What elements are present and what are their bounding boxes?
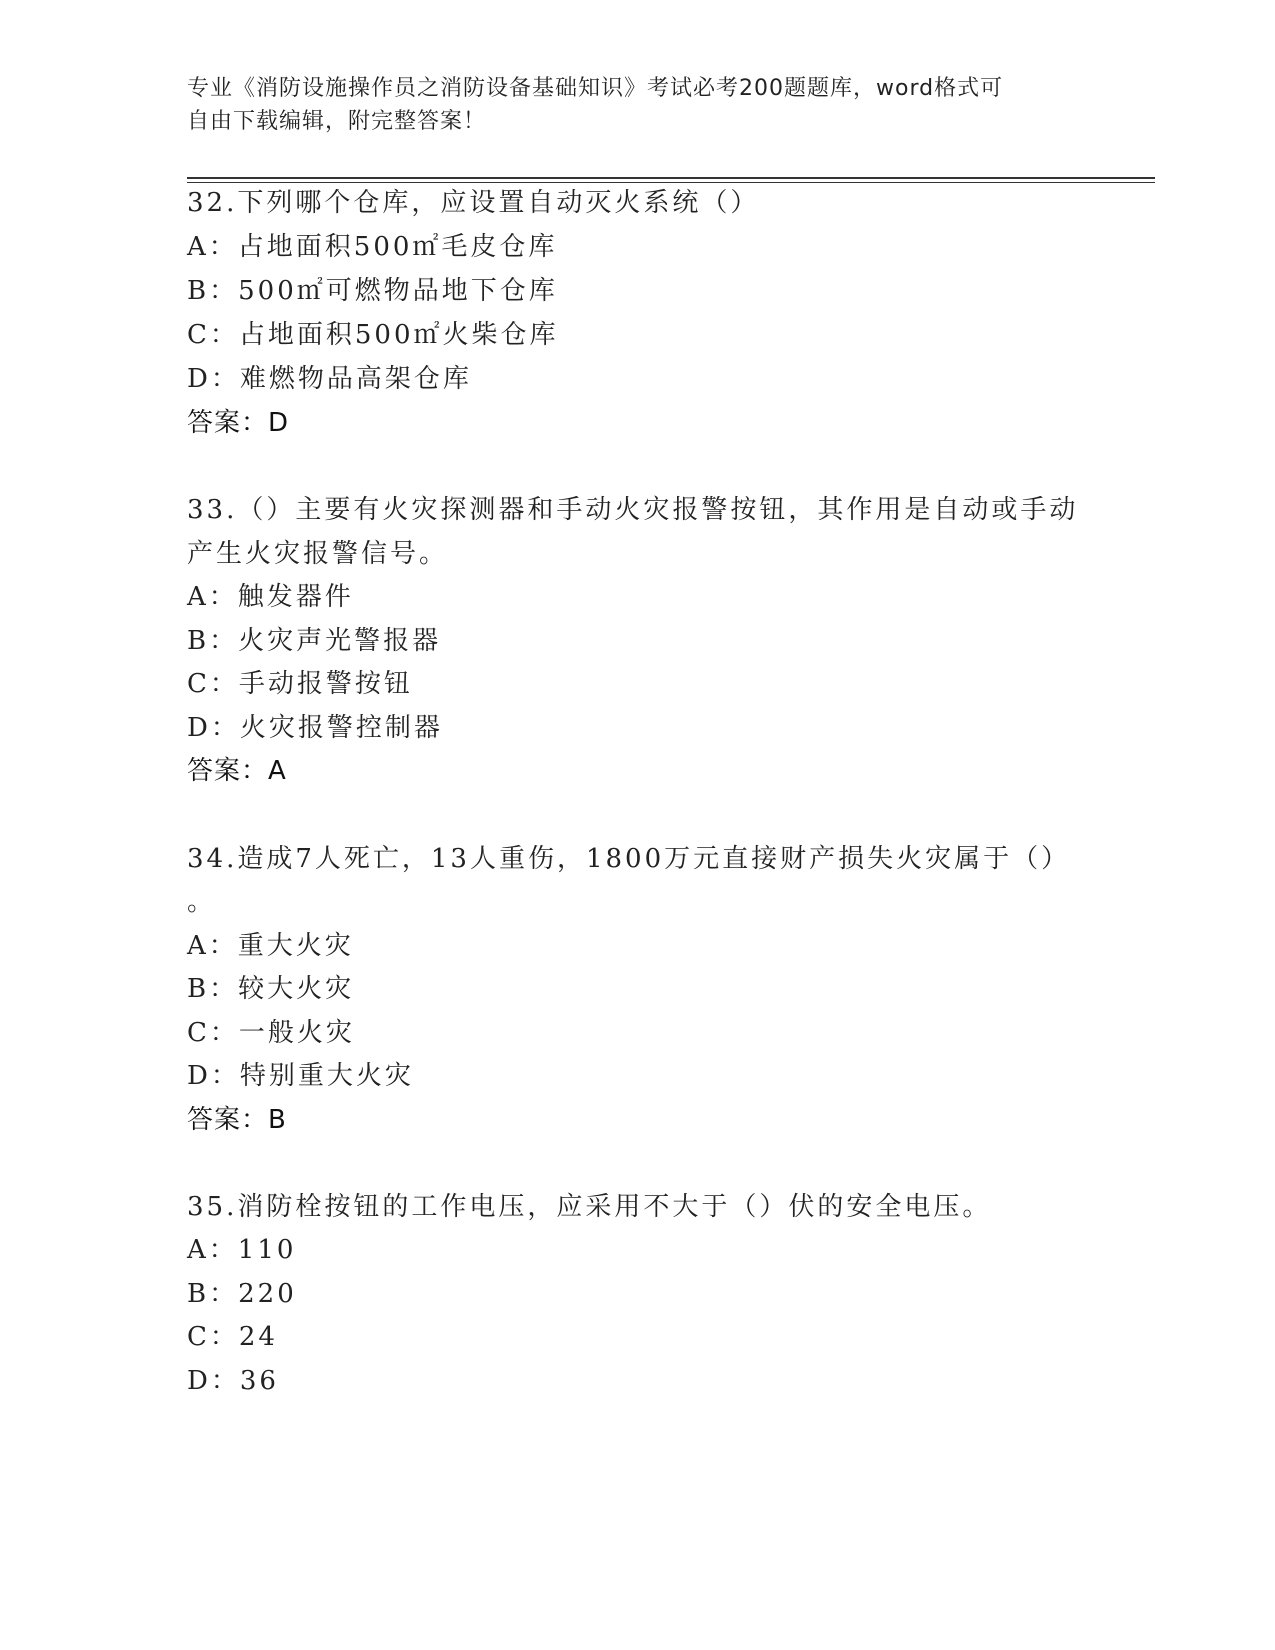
question-35-stem: 35.消防栓按钮的工作电压，应采用不大于（）伏的安全电压。 [187, 1192, 992, 1222]
question-33-option-c: C：手动报警按钮 [187, 669, 413, 699]
header-line-1: 专业《消防设施操作员之消防设备基础知识》考试必考200题题库，word格式可 [187, 76, 1004, 101]
header-line-2: 自由下载编辑，附完整答案！ [187, 109, 487, 134]
question-34-stem-line-1: 34.造成7人死亡，13人重伤，1800万元直接财产损失火灾属于（） [187, 844, 1071, 874]
question-35-option-a: A：110 [187, 1235, 297, 1265]
question-35-option-c: C：24 [187, 1322, 278, 1352]
header-divider-thin [187, 182, 1155, 183]
question-35-option-b: B：220 [187, 1279, 297, 1309]
question-33-answer: 答案：A [187, 756, 287, 786]
question-33-option-a: A：触发器件 [187, 582, 354, 612]
question-32-answer: 答案：D [187, 408, 290, 438]
question-34-stem-line-2: 。 [187, 887, 217, 917]
question-32-stem: 32.下列哪个仓库，应设置自动灭火系统（） [187, 188, 760, 218]
question-33-option-d: D：火灾报警控制器 [187, 713, 443, 743]
question-33-stem-line-1: 33.（）主要有火灾探测器和手动火灾报警按钮，其作用是自动或手动 [187, 495, 1079, 525]
question-33-option-b: B：火灾声光警报器 [187, 626, 442, 656]
header-divider-thick [187, 177, 1155, 179]
question-34-option-d: D：特别重大火灾 [187, 1061, 414, 1091]
question-32-option-c: C：占地面积500㎡火柴仓库 [187, 320, 559, 350]
question-33-stem-line-2: 产生火灾报警信号。 [187, 539, 449, 569]
question-34-answer: 答案：B [187, 1105, 287, 1135]
question-35-option-d: D：36 [187, 1366, 279, 1396]
question-34-option-c: C：一般火灾 [187, 1018, 355, 1048]
question-34-option-b: B：较大火灾 [187, 974, 355, 1004]
document-header [187, 72, 1087, 138]
question-34-option-a: A：重大火灾 [187, 931, 354, 961]
question-32-option-a: A：占地面积500㎡毛皮仓库 [187, 232, 558, 262]
question-32-option-b: B：500㎡可燃物品地下仓库 [187, 276, 558, 306]
question-32-option-d: D：难燃物品高架仓库 [187, 364, 472, 394]
